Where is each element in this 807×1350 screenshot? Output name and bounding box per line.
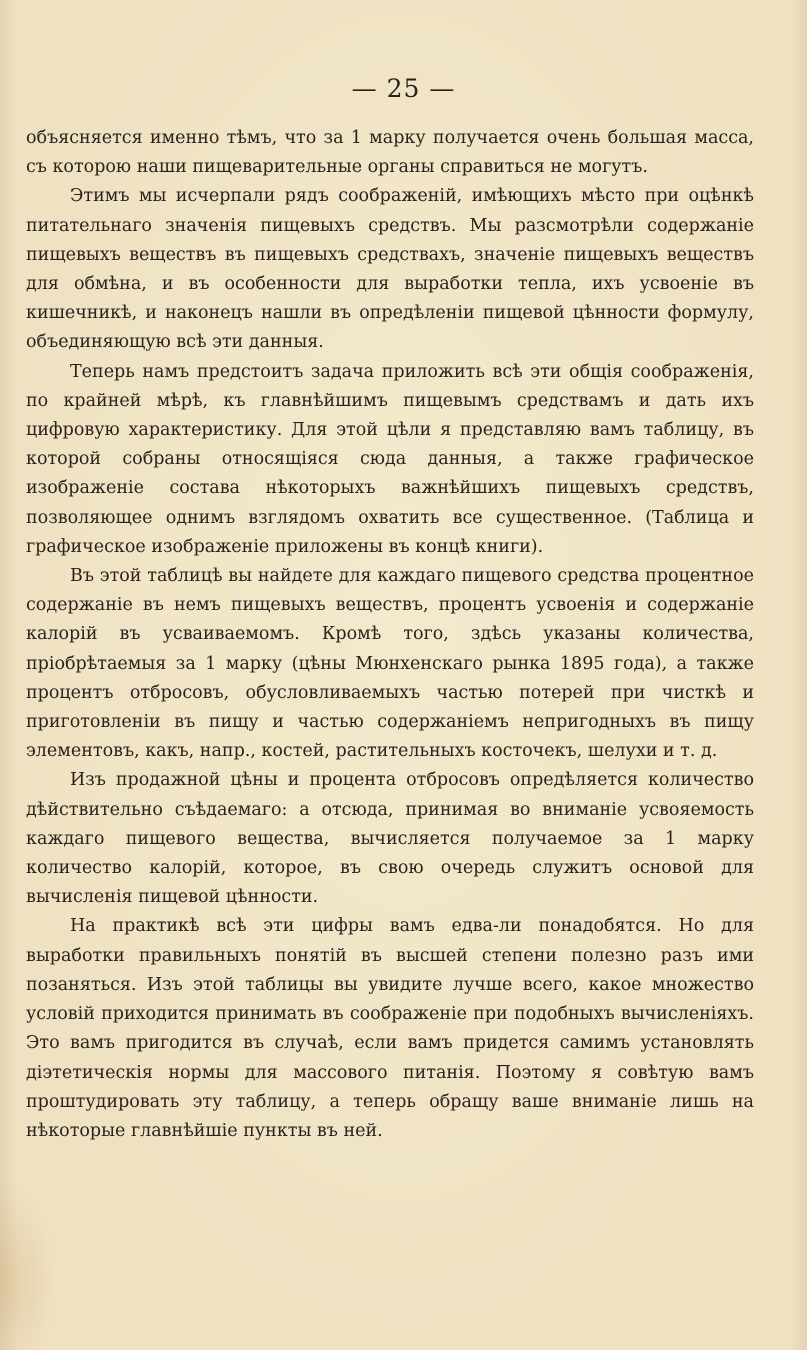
- paragraph: Теперь намъ предстоитъ задача приложить всѣ эти общія соображенія, по крайней мѣрѣ, къ главнѣйшимъ пищевымъ средствамъ и дать ихъ цифровую характеристику. Для этой цѣли я представляю вамъ таблицу, въ которой собраны относящіяся сюда данныя, а также графическое изображеніе состава нѣкоторыхъ важнѣйшихъ пищевыхъ средствъ, позволяющее однимъ взглядомъ охватить все существенное. (Таблица и графическое изображеніе приложены въ концѣ книги).: [26, 361, 754, 557]
- paragraph: Этимъ мы исчерпали рядъ соображеній, имѣющихъ мѣсто при оцѣнкѣ питательнаго значенія пищевыхъ средствъ. Мы разсмотрѣли содержаніе пищевыхъ веществъ въ пищевыхъ средствахъ, значеніе пищевыхъ веществъ для обмѣна, и въ особенности для выработки тепла, ихъ усвоеніе въ кишечникѣ, и наконецъ нашли въ опредѣленіи пищевой цѣнности формулу, объединяющую всѣ эти данныя.: [26, 186, 754, 353]
- paragraph-continuation: объясняется именно тѣмъ, что за 1 марку получается очень большая масса, съ которою наши пищеварительные органы справиться не могутъ.: [26, 128, 754, 178]
- paper-stain: [0, 1180, 60, 1350]
- page-number: — 25 —: [351, 74, 456, 103]
- paragraph: Въ этой таблицѣ вы найдете для каждаго пищевого средства процентное содержаніе въ немъ пищевыхъ веществъ, процентъ усвоенія и содержаніе калорій въ усваиваемомъ. Кромѣ того, здѣсь указаны количества, пріобрѣтаемыя за 1 марку (цѣны Мюнхенскаго рынка 1895 года), а также процентъ отбросовъ, обусловливаемыхъ частью потерей при чисткѣ и приготовленіи въ пищу и частью содержаніемъ непригодныхъ въ пищу элементовъ, какъ, напр., костей, растительныхъ косточекъ, шелухи и т. д.: [26, 566, 754, 762]
- body-text: [26, 124, 754, 1146]
- paragraph: Изъ продажной цѣны и процента отбросовъ опредѣляется количество дѣйствительно съѣдаемаго: а отсюда, принимая во вниманіе усвояемость каждаго пищевого вещества, вычисляется получаемое за 1 марку количество калорій, которое, въ свою очередь служитъ основой для вычисленія пищевой цѣнности.: [26, 770, 754, 908]
- paragraph: На практикѣ всѣ эти цифры вамъ едва-ли понадобятся. Но для выработки правильныхъ понятій въ высшей степени полезно разъ ими позаняться. Изъ этой таблицы вы увидите лучше всего, какое множество условій приходится принимать въ соображеніе при подобныхъ вычисленіяхъ. Это вамъ пригодится въ случаѣ, если вамъ придется самимъ установлять діэтетическія нормы для массового питанія. Поэтому я совѣтую вамъ проштудировать эту таблицу, а теперь обращу ваше вниманіе лишь на нѣкоторые главнѣйшіе пункты въ ней.: [26, 916, 754, 1141]
